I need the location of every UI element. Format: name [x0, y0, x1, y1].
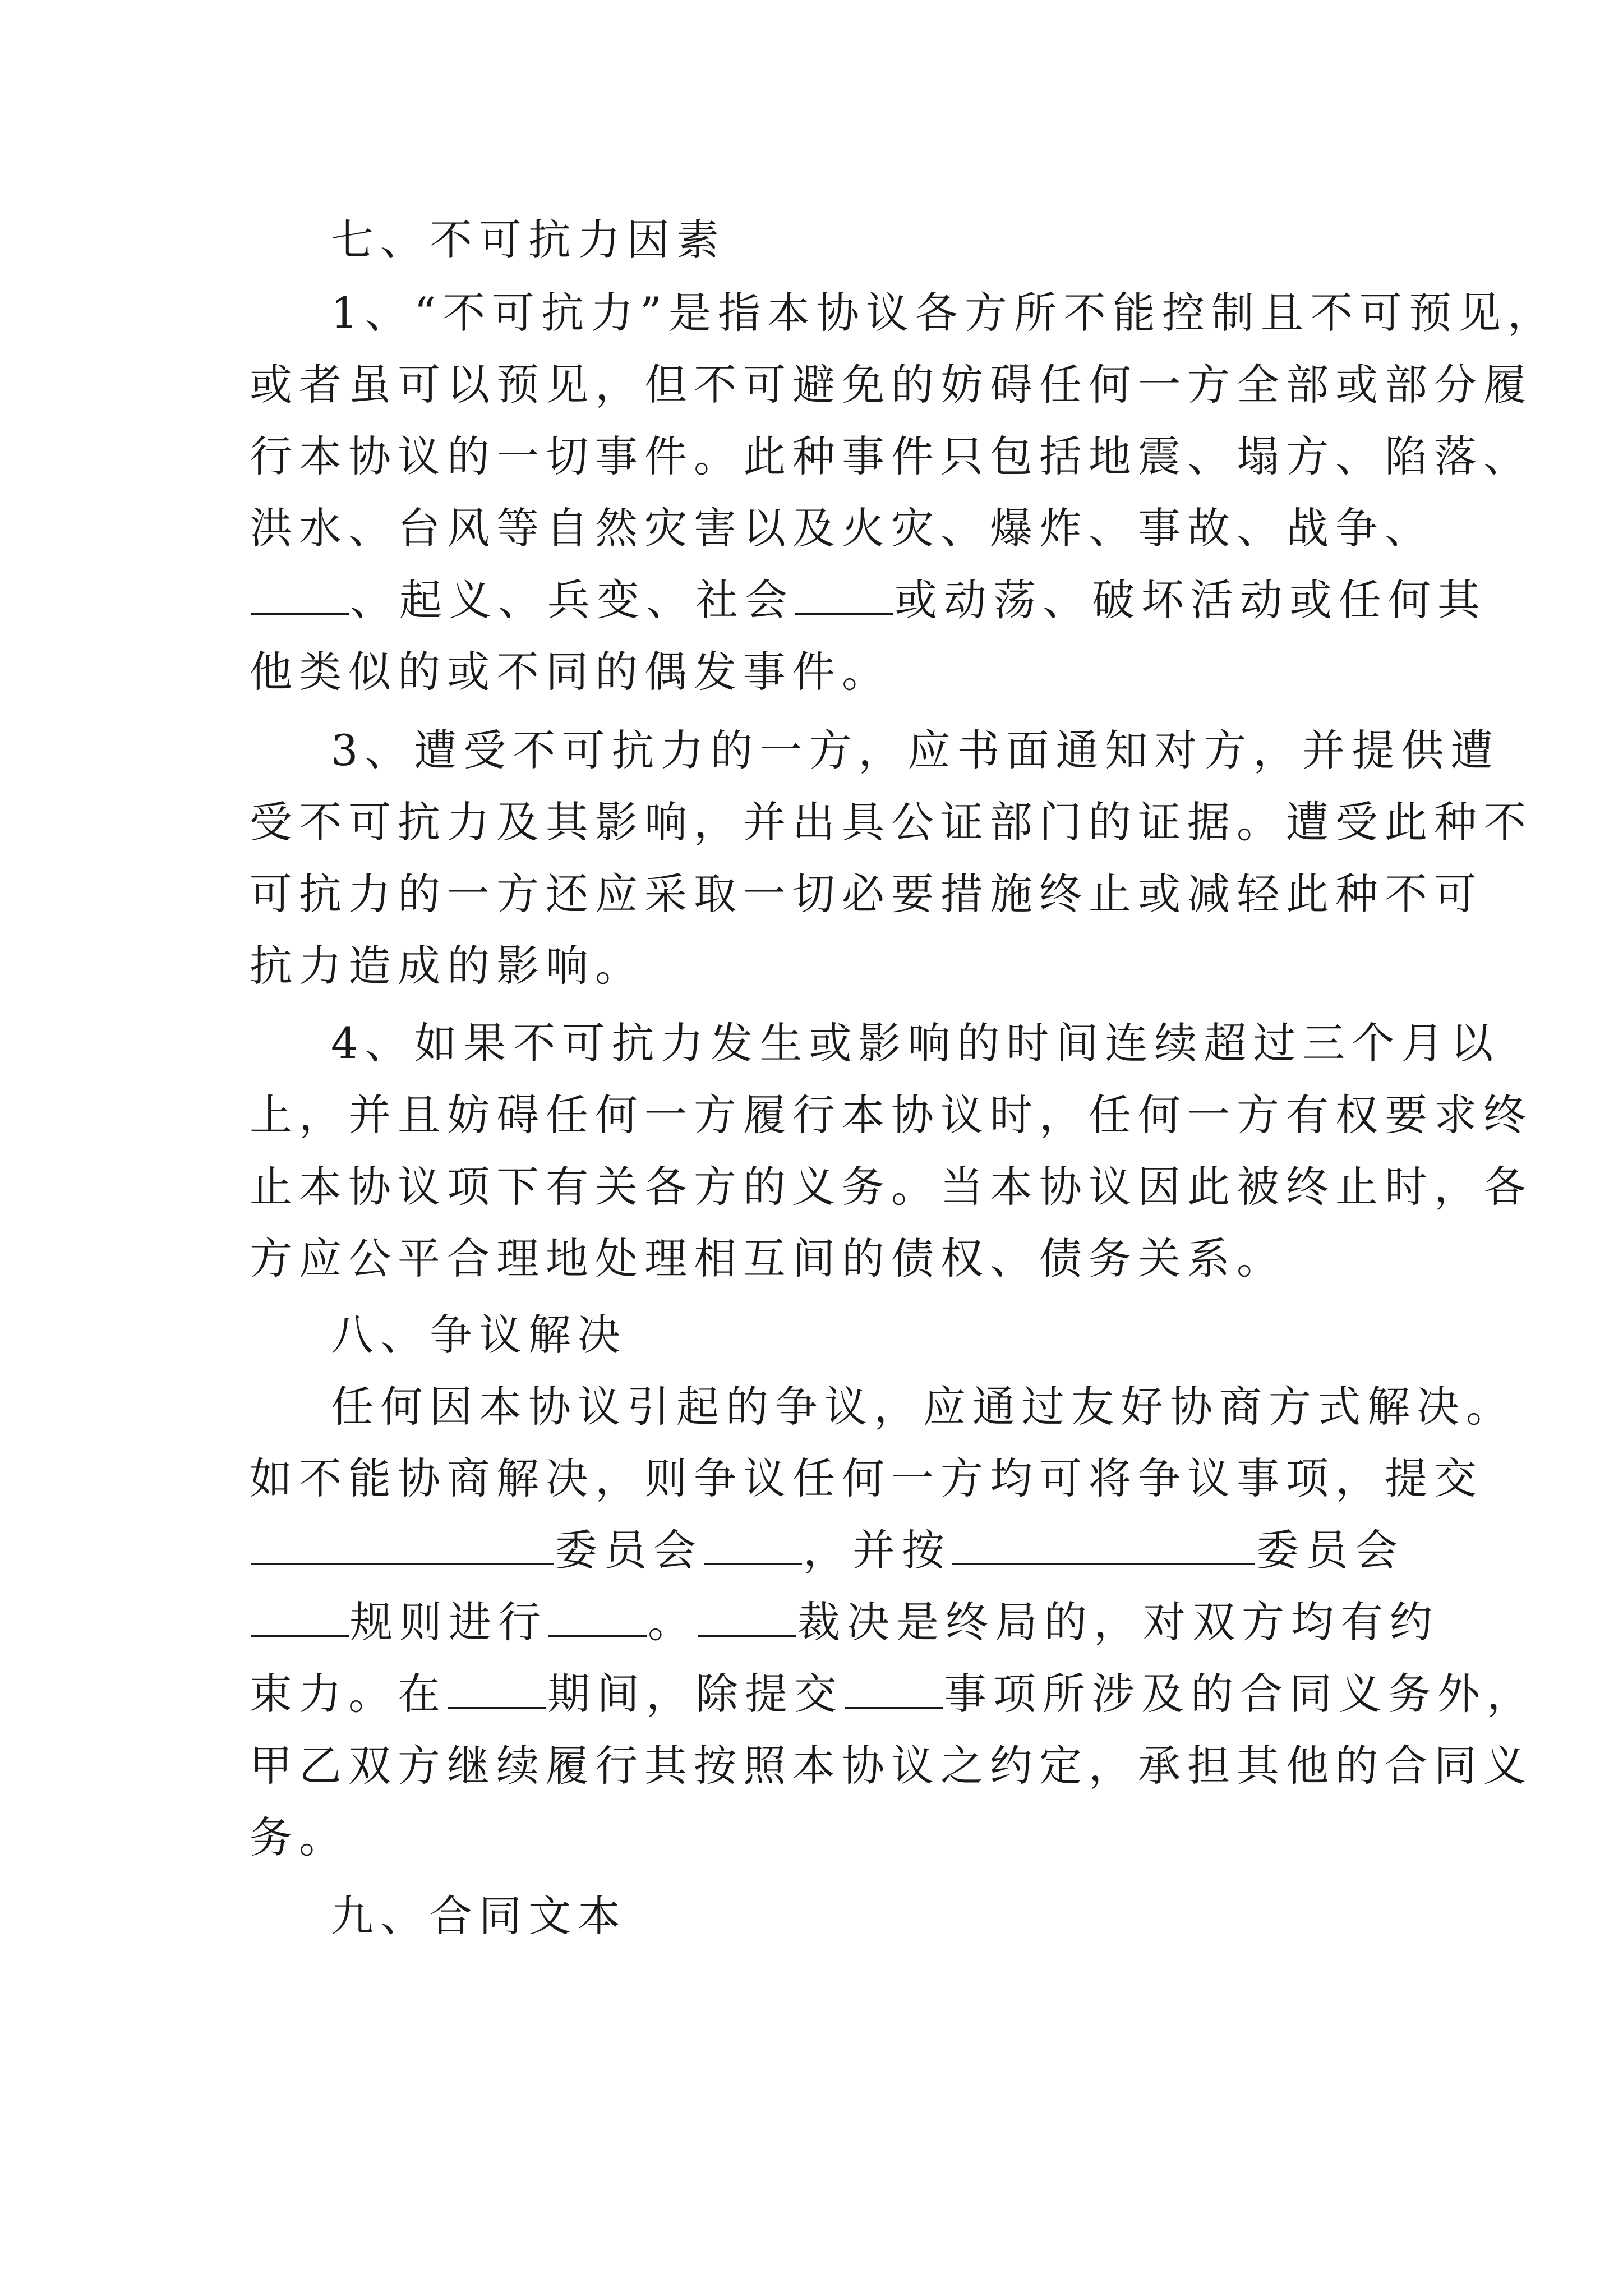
text-segment: 期间，除提交: [547, 1669, 843, 1719]
paragraph-line: 可抗力的一方还应采取一切必要措施终止或减轻此种不可: [250, 869, 1483, 919]
paragraph-line: 3、遭受不可抗力的一方，应书面通知对方，并提供遭: [331, 725, 1500, 775]
paragraph-line: 4、如果不可抗力发生或影响的时间连续超过三个月以: [331, 1018, 1500, 1068]
fill-in-blank: [251, 1595, 349, 1637]
fill-in-blank: [448, 1667, 546, 1709]
fill-in-blank: [952, 1523, 1255, 1565]
text-segment: 。: [648, 1597, 697, 1647]
paragraph-line: [250, 1522, 1404, 1579]
paragraph-line: [250, 572, 1487, 628]
paragraph-line: [250, 1594, 1439, 1650]
text-segment: 或动荡、破坏活动或任何其: [895, 575, 1487, 625]
paragraph-line: 上，并且妨碍任何一方履行本协议时，任何一方有权要求终: [250, 1090, 1533, 1140]
paragraph-line: [250, 1666, 1536, 1722]
paragraph-line: 或者虽可以预见，但不可避免的妨碍任何一方全部或部分履: [250, 360, 1533, 409]
text-segment: ，并按: [803, 1525, 951, 1575]
fill-in-blank: [845, 1667, 943, 1709]
paragraph-line: 甲乙双方继续履行其按照本协议之约定，承担其他的合同义: [250, 1741, 1533, 1791]
fill-in-blank: [548, 1595, 647, 1637]
text-segment: 、起义、兵变、社会: [350, 575, 794, 625]
fill-in-blank: [251, 1523, 554, 1565]
fill-in-blank: [704, 1523, 802, 1565]
fill-in-blank: [795, 573, 893, 615]
paragraph-line: 行本协议的一切事件。此种事件只包括地震、塌方、陷落、: [250, 431, 1533, 481]
text-segment: 规则进行: [350, 1597, 547, 1647]
paragraph-line: 他类似的或不同的偶发事件。: [250, 647, 891, 697]
fill-in-blank: [698, 1595, 796, 1637]
fill-in-blank: [251, 573, 349, 615]
section-heading-dispute-resolution: 八、争议解决: [331, 1310, 627, 1360]
paragraph-line: 1、“不可抗力”是指本协议各方所不能控制且不可预见，: [331, 288, 1557, 338]
paragraph-line: 止本协议项下有关各方的义务。当本协议因此被终止时，各: [250, 1162, 1533, 1212]
paragraph-line: 洪水、台风等自然灾害以及火灾、爆炸、事故、战争、: [250, 503, 1434, 553]
paragraph-line: 抗力造成的影响。: [250, 941, 644, 991]
paragraph-line: 受不可抗力及其影响，并出具公证部门的证据。遭受此种不: [250, 797, 1533, 847]
paragraph-line: 务。: [250, 1812, 348, 1862]
text-segment: 委员会: [1256, 1525, 1404, 1575]
text-segment: 事项所涉及的合同义务外，: [944, 1669, 1536, 1719]
paragraph-line: 任何因本协议引起的争议，应通过友好协商方式解决。: [331, 1382, 1515, 1432]
text-segment: 束力。在: [250, 1669, 447, 1719]
section-heading-force-majeure: 七、不可抗力因素: [331, 215, 726, 265]
text-segment: 裁决是终局的，对双方均有约: [797, 1597, 1439, 1647]
paragraph-line: 方应公平合理地处理相互间的债权、债务关系。: [250, 1234, 1286, 1283]
section-heading-contract-text: 九、合同文本: [331, 1891, 627, 1941]
paragraph-line: 如不能协商解决，则争议任何一方均可将争议事项，提交: [250, 1453, 1483, 1503]
text-segment: 委员会: [555, 1525, 703, 1575]
